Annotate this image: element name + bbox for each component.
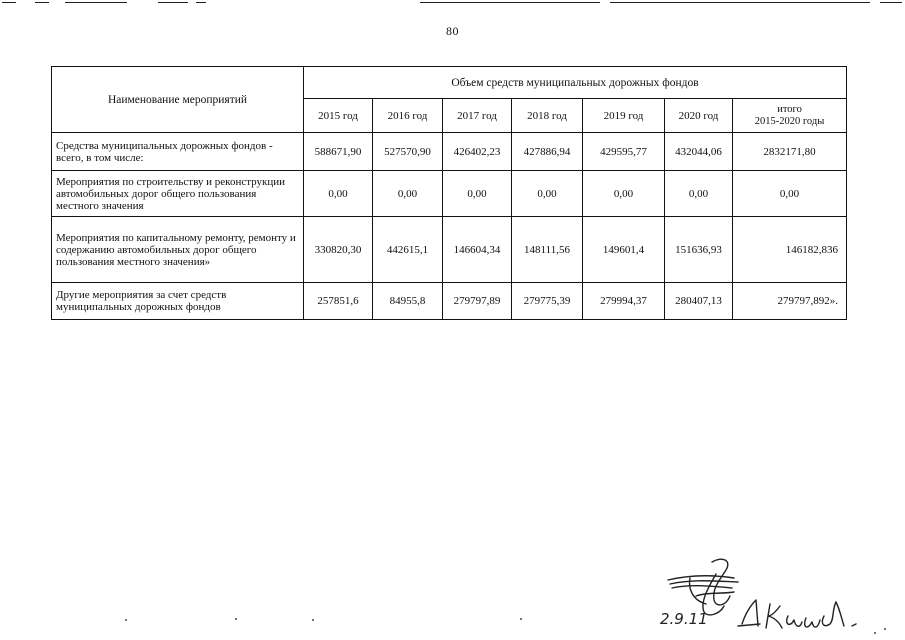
cell-value: 588671,90: [304, 133, 373, 171]
header-row: [52, 67, 847, 99]
column-header-year: 2017 год: [443, 99, 512, 133]
cell-value: 527570,90: [373, 133, 443, 171]
total-header-line1: итого: [777, 103, 802, 115]
scan-speck: [125, 619, 127, 621]
table-row: [52, 133, 847, 171]
signature-date: 2.9.11: [660, 610, 708, 628]
cell-value: 84955,8: [373, 283, 443, 320]
column-header-total: [733, 99, 847, 133]
scan-speck: [884, 628, 886, 630]
table-row: [52, 171, 847, 217]
cell-value: 0,00: [373, 171, 443, 217]
column-header-year: 2020 год: [665, 99, 733, 133]
cell-value: 0,00: [665, 171, 733, 217]
column-group-header: Объем средств муниципальных дорожных фондов: [304, 67, 847, 99]
scan-speck: [235, 618, 237, 620]
cell-value: 279775,39: [512, 283, 583, 320]
cell-value: 0,00: [443, 171, 512, 217]
scan-mark: [158, 2, 188, 3]
column-header-year: 2018 год: [512, 99, 583, 133]
row-name: Мероприятия по строительству и реконструкции автомобильных дорог общего пользования местного значения: [52, 171, 304, 217]
cell-value: 429595,77: [583, 133, 665, 171]
scan-speck: [312, 619, 314, 621]
table-row: [52, 217, 847, 283]
cell-value: 148111,56: [512, 217, 583, 283]
row-name: Средства муниципальных дорожных фондов - всего, в том числе:: [52, 133, 304, 171]
cell-value: 279797,89: [443, 283, 512, 320]
scan-mark: [2, 2, 16, 3]
cell-total: 0,00: [733, 171, 847, 217]
column-header-name: Наименование мероприятий: [52, 67, 304, 133]
row-name: Мероприятия по капитальному ремонту, ремонту и содержанию автомобильных дорог общего пользования местного значения»: [52, 217, 304, 283]
cell-total: 146182,836: [733, 217, 847, 283]
road-funds-table: [51, 66, 847, 320]
cell-value: 257851,6: [304, 283, 373, 320]
column-header-year: 2015 год: [304, 99, 373, 133]
scan-speck: [520, 618, 522, 620]
cell-value: 151636,93: [665, 217, 733, 283]
scan-mark: [880, 2, 902, 3]
scan-mark: [196, 2, 206, 3]
scan-mark: [35, 2, 49, 3]
scan-speck: [874, 632, 876, 634]
cell-value: 279994,37: [583, 283, 665, 320]
cell-value: 0,00: [583, 171, 665, 217]
cell-value: 0,00: [304, 171, 373, 217]
cell-value: 146604,34: [443, 217, 512, 283]
scan-mark: [65, 2, 127, 3]
column-header-year: 2016 год: [373, 99, 443, 133]
row-name: Другие мероприятия за счет средств муниципальных дорожных фондов: [52, 283, 304, 320]
handwritten-signature: [630, 548, 870, 640]
cell-value: 442615,1: [373, 217, 443, 283]
cell-value: 427886,94: [512, 133, 583, 171]
total-header-line2: 2015-2020 годы: [754, 115, 825, 127]
cell-value: 432044,06: [665, 133, 733, 171]
table-row: [52, 283, 847, 320]
scan-mark: [420, 2, 600, 3]
cell-value: 330820,30: [304, 217, 373, 283]
cell-total: 2832171,80: [733, 133, 847, 171]
cell-total: 279797,892».: [733, 283, 847, 320]
scan-mark: [610, 2, 870, 3]
cell-value: 0,00: [512, 171, 583, 217]
cell-value: 149601,4: [583, 217, 665, 283]
page-number: 80: [446, 24, 459, 38]
column-header-year: 2019 год: [583, 99, 665, 133]
cell-value: 426402,23: [443, 133, 512, 171]
cell-value: 280407,13: [665, 283, 733, 320]
